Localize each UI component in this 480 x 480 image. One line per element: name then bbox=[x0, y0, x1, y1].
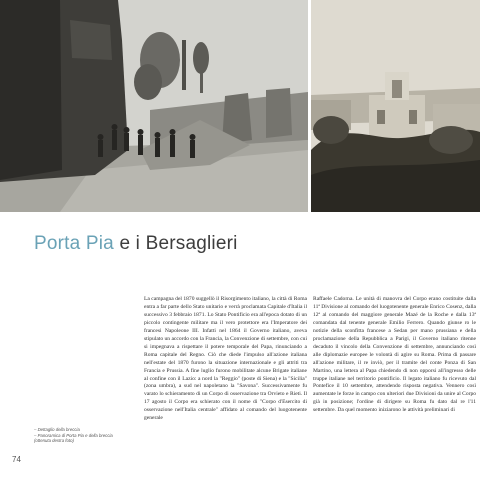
caption-line-1: – Dettaglio della breccia bbox=[34, 427, 80, 432]
body-column-1: La campagna del 1870 suggellò il Risorgimento italiano, la città di Roma entra a far parte dello Stato unitario e verrà proclamata Capitale d'Italia il successivo 3 febbraio 1871. Lo Stato Pontificio era all'epoca dotato di un piccolo contingente militare ma il vero protettore era l'Imperatore dei francesi Napoleone III. Infatti nel 1864 il Governo italiano, aveva stipulato un accordo con la Francia, la Convenzione di settembre, con cui si impegnava a rispettare il potere temporale del Papa, rinunciando a Roma capitale del Regno. Ciò che diede l'impulso all'azione italiana nell'estate del 1870 furono la situazione internazionale e gli attriti tra Francia e Prussia. A fine luglio furono mobilitate alcune Brigate italiane al confine con il Lazio: a nord la "Reggio" (poste di Siena) e la "Sicilia" (zona umbra), a sud nel napoletano la "Savona". Successivamente fu varato lo schieramento di un Corpo di osservazione tra Orvieto e Rieti. Il 17 agosto il Corpo era schierato con il nome di "Corpo d'Esercito di osservazione nell'Italia centrale" affidato al comando del luogotenente generale bbox=[144, 296, 307, 422]
page-title bbox=[34, 233, 238, 255]
body-column-2: Raffaele Cadorna. Le unità di manovra del Corpo erano costituite dalla 11ª Divisione al comando del luogotenente generale Enrico Cosenz, dalla 12ª al comando del maggiore generale Mazé de la Roche e dalla 13ª comandata dal tenente generale Emilio Ferrero. Quando giunse ro le notizie della sconfitta francese a Sedan per mano prussiana e della proclamazione della Repubblica a Parigi, il Governo italiano ritenne decaduto il vincolo della Convenzione di settembre, annunciando così alle diplomazie europee le volontà di agire su Roma. Prima di passare all'azione militare, il re inviò, per il tramite del conte Ponza di San Martino, una lettera al Papa chiedendo di non opporsi all'ingresso delle truppe italiane nel territorio pontificio. Il legato italiano fu ricevuto dal Pontefice il 10 settembre, attendendo risposta negativa. Vennero così aumentate le forze in campo con ulteriori due Divisioni da unire al Corpo già in posizione; l'ordine di dirigere su Roma fu dato dal re l'11 settembre. Da quel momento iniziarono le attività preliminari di bbox=[313, 296, 476, 414]
photo-captions bbox=[34, 427, 134, 444]
page-number: 74 bbox=[12, 455, 21, 464]
porta-pia-panorama-drawing bbox=[311, 0, 480, 212]
caption-line-3: (ottenuta destra foto) bbox=[34, 438, 74, 444]
porta-pia-panorama-photo bbox=[311, 0, 480, 212]
title-place: Porta Pia bbox=[34, 233, 114, 254]
breach-detail-photo-drawing bbox=[0, 0, 308, 212]
title-rest: e i Bersaglieri bbox=[119, 233, 238, 254]
caption-line-2: – Panoramica di Porta Pia e della breccia bbox=[34, 432, 113, 438]
breach-detail-photo bbox=[0, 0, 308, 212]
